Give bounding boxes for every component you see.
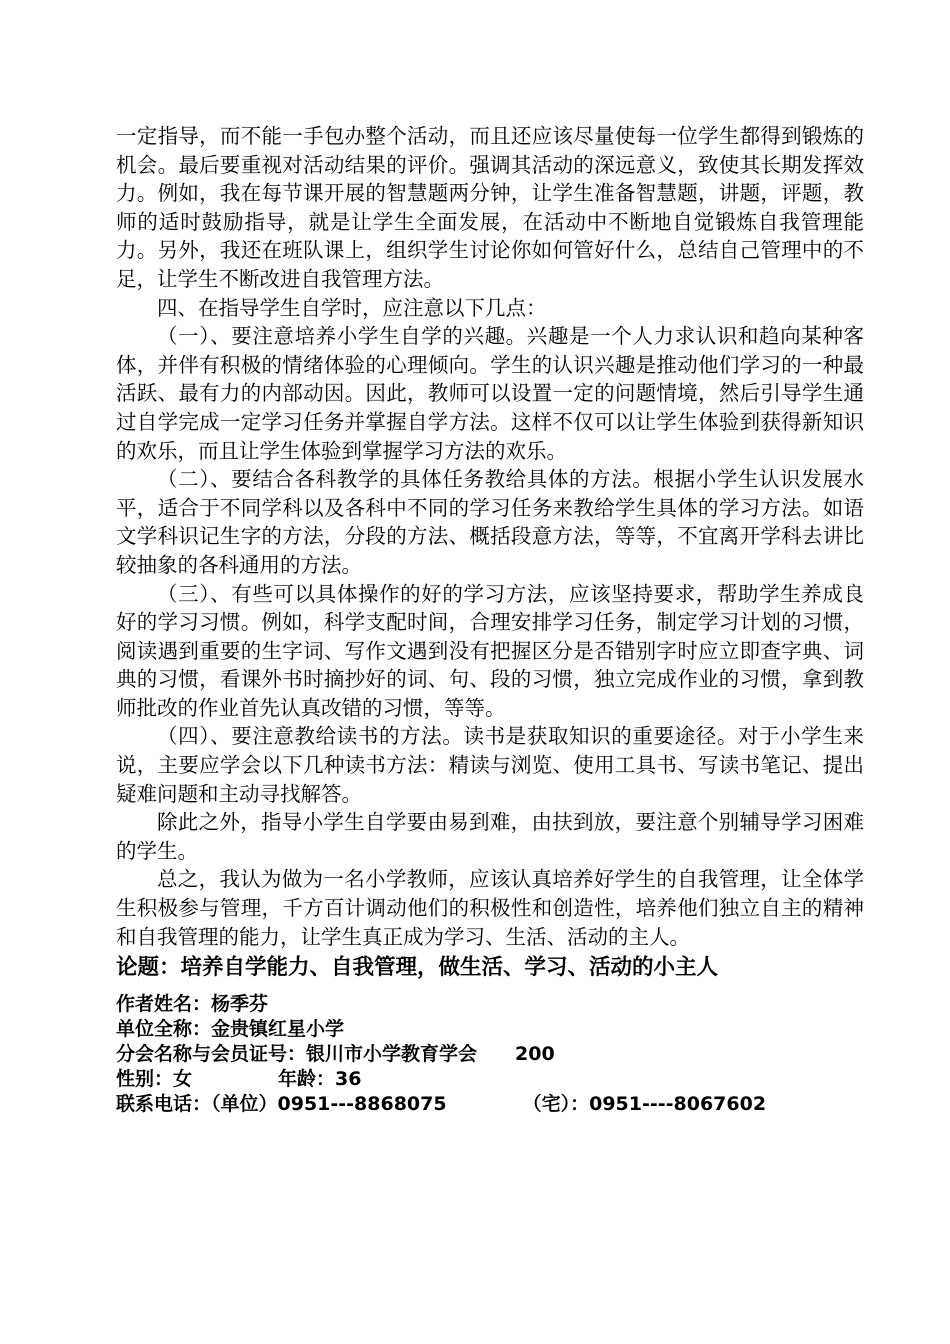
- paragraph: （二）、要结合各科教学的具体任务教给具体的方法。根据小学生认识发展水平，适合于不同学科以及各科中不同的学习任务来教给学生具体的学习方法。如语文学科识记生字的方法，分段的方法、概括段意方法，等等，不宜离开学科去讲比较抽象的各科通用的方法。: [116, 467, 864, 577]
- phone-line: [116, 1092, 876, 1117]
- branch-label: 分会名称与会员证号：银川市小学教育学会: [116, 1043, 478, 1065]
- section-heading: 四、在指导学生自学时，应注意以下几点：: [157, 295, 547, 320]
- phone-home: （宅）：0951----8067602: [522, 1093, 767, 1115]
- phone-work: 联系电话：（单位）0951---8868075: [116, 1093, 447, 1115]
- paragraph: 总之，我认为做为一名小学教师，应该认真培养好学生的自我管理，让全体学生积极参与管理，千方百计调动他们的积极性和创造性，培养他们独立自主的精神和自我管理的能力，让学生真正成为学习、生活、活动的主人。: [116, 867, 864, 949]
- paragraph: 除此之外，指导小学生自学要由易到难，由扶到放，要注意个别辅导学习困难的学生。: [116, 810, 864, 863]
- gender-age-line: [116, 1067, 876, 1092]
- gender: 性别：女: [116, 1068, 193, 1090]
- author-name: 作者姓名：杨季芬: [116, 993, 269, 1015]
- member-number: 200: [515, 1043, 555, 1065]
- paragraph: 一定指导，而不能一手包办整个活动，而且还应该尽量使每一位学生都得到锻炼的机会。最后要重视对活动结果的评价。强调其活动的深远意义，致使其长期发挥效力。例如，我在每节课开展的智慧题两分钟，让学生准备智慧题，讲题，评题，教师的适时鼓励指导，就是让学生全面发展，在活动中不断地自觉锻炼自我管理能力。另外，我还在班队课上，组织学生讨论你如何管好什么，总结自己管理中的不足，让学生不断改进自我管理方法。: [116, 124, 864, 291]
- paragraph: （四）、要注意教给读书的方法。读书是获取知识的重要途径。对于小学生来说，主要应学会以下几种读书方法：精读与浏览、使用工具书、写读书笔记、提出疑难问题和主动寻找解答。: [116, 724, 864, 806]
- paragraph: （一）、要注意培养小学生自学的兴趣。兴趣是一个人力求认识和趋向某种客体，并伴有积极的情绪体验的心理倾向。学生的认识兴趣是推动他们学习的一种最活跃、最有力的内部动因。因此，教师可以设置一定的问题情境，然后引导学生通过自学完成一定学习任务并掌握自学方法。这样不仅可以让学生体验到获得新知识的欢乐，而且让学生体验到掌握学习方法的欢乐。: [116, 324, 864, 463]
- unit-name: 单位全称：金贵镇红星小学: [116, 1018, 345, 1040]
- article-body: [116, 122, 864, 951]
- branch-line: [116, 1042, 876, 1067]
- author-info: [116, 952, 876, 1117]
- topic-title: 论题：培养自学能力、自我管理，做生活、学习、活动的小主人: [116, 955, 719, 980]
- paragraph: （三）、有些可以具体操作的好的学习方法，应该坚持要求，帮助学生养成良好的学习习惯。例如，科学支配时间，合理安排学习任务，制定学习计划的习惯，阅读遇到重要的生字词、写作文遇到没有把握区分是否错别字时应立即查字典、词典的习惯，看课外书时摘抄好的词、句、段的习惯，独立完成作业的习惯，拿到教师批改的作业首先认真改错的习惯，等等。: [116, 581, 864, 720]
- age: 年龄：36: [278, 1068, 362, 1090]
